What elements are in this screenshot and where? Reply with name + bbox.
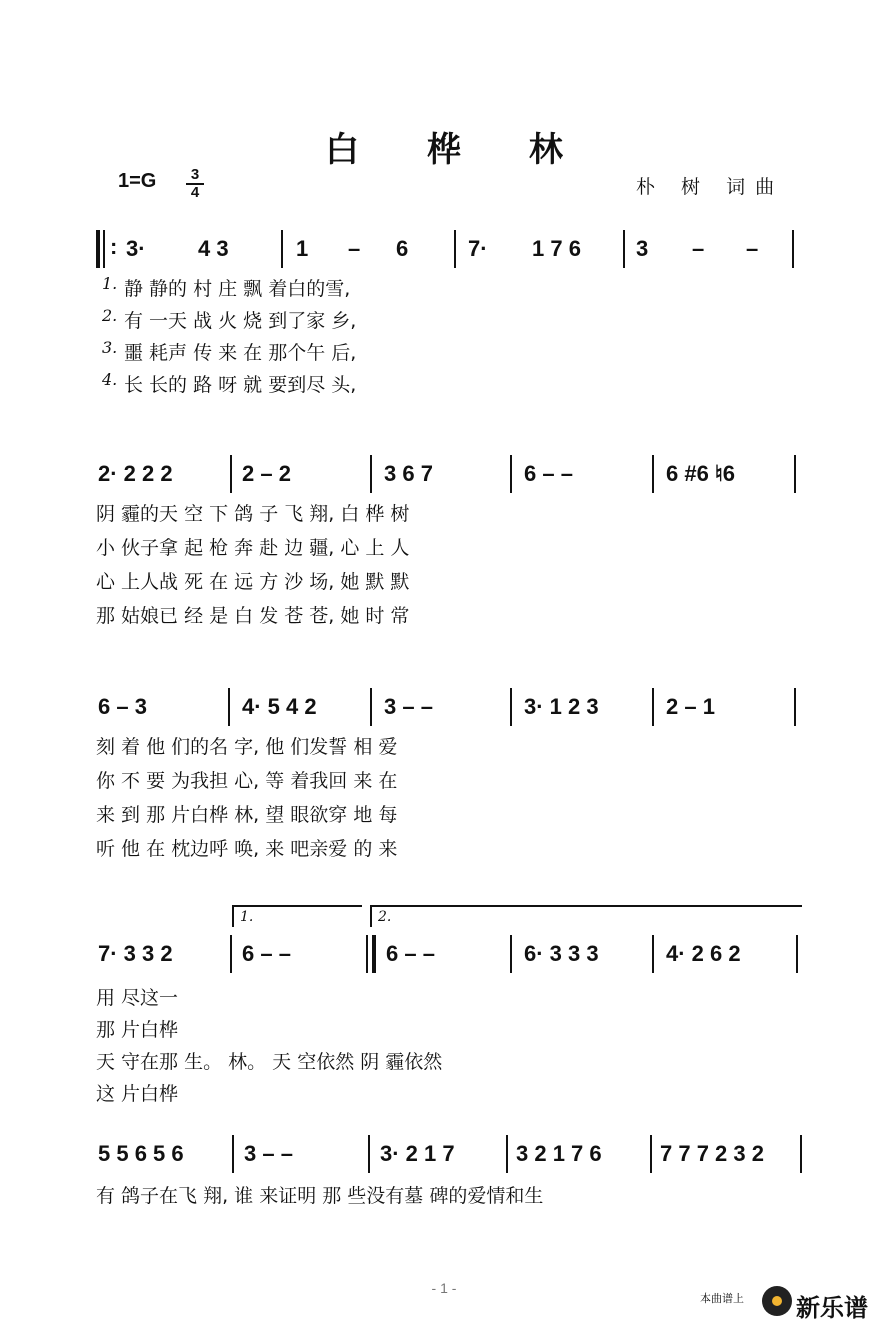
key-signature: 1=G xyxy=(118,170,157,192)
lyric-line: 噩 耗声 传 来 在 那个午 后, xyxy=(124,342,357,364)
song-title: 白 桦 林 xyxy=(325,130,591,170)
lyric-line: 有 鸽子在飞 翔, 谁 来证明 那 些没有墓 碑的爱情和生 xyxy=(96,1185,544,1207)
score-row-5 xyxy=(96,1135,806,1225)
note-group: 2 – 2 xyxy=(242,461,291,486)
note-group: 4· 5 4 2 xyxy=(242,694,317,719)
note-group: – xyxy=(348,236,361,261)
lyric-line: 来 到 那 片白桦 林, 望 眼欲穿 地 每 xyxy=(96,804,398,826)
note-group: 3 2 1 7 6 xyxy=(516,1141,602,1166)
note-group: 6· 3 3 3 xyxy=(524,941,599,966)
note-group: – xyxy=(746,236,759,261)
note-group: 1 xyxy=(296,236,309,261)
lyric-line: 静 静的 村 庄 飘 着白的雪, xyxy=(124,278,351,300)
note-group: 6 – – xyxy=(386,941,435,966)
note-group: 1 7 6 xyxy=(532,236,581,261)
composer-credit: 朴 树 词曲 xyxy=(636,176,785,198)
lyric-line: 用 尽这一 xyxy=(96,987,179,1009)
score-row-2 xyxy=(96,455,806,635)
lyric-line: 天 守在那 生。 林。 天 空依然 阴 霾依然 xyxy=(96,1051,443,1073)
lyric-line: 阴 霾的天 空 下 鸽 子 飞 翔, 白 桦 树 xyxy=(96,503,410,525)
lyric-line: 那 姑娘已 经 是 白 发 苍 苍, 她 时 常 xyxy=(96,605,410,627)
note-group: 6 xyxy=(396,236,409,261)
note-group: 3 6 7 xyxy=(384,461,433,486)
note-group: 3 xyxy=(636,236,649,261)
lyric-line: 小 伙子拿 起 枪 奔 赴 边 疆, 心 上 人 xyxy=(96,537,410,559)
brand-name: 新乐谱 xyxy=(796,1294,868,1322)
time-signature xyxy=(186,168,204,200)
first-ending-bracket: 1. xyxy=(232,905,362,927)
disc-logo-icon xyxy=(762,1286,792,1316)
note-group: 2· 2 2 2 xyxy=(98,461,173,486)
note-group: 3· 2 1 7 xyxy=(380,1141,455,1166)
verse-number: 3. xyxy=(102,338,118,357)
note-group: 2 – 1 xyxy=(666,694,715,719)
second-ending-bracket: 2. xyxy=(370,905,802,927)
verse-number: 2. xyxy=(102,306,118,325)
lyric-line: 心 上人战 死 在 远 方 沙 场, 她 默 默 xyxy=(96,571,410,593)
note-group: 5 5 6 5 6 xyxy=(98,1141,184,1166)
lyric-line: 长 长的 路 呀 就 要到尽 头, xyxy=(124,374,357,396)
note-group: 6 #6 ♮6 xyxy=(666,461,736,486)
note-group: 6 – – xyxy=(524,461,573,486)
note-group: 6 – 3 xyxy=(98,694,147,719)
page-number: - 1 - xyxy=(431,1280,457,1296)
time-top: 3 xyxy=(190,166,200,183)
lyric-line: 听 他 在 枕边呼 唤, 来 吧亲爱 的 来 xyxy=(96,838,398,860)
score-row-3 xyxy=(96,688,806,868)
score-row-4 xyxy=(96,905,806,1105)
brand-caption: 本曲谱上 xyxy=(700,1292,744,1305)
score-row-1 xyxy=(96,230,806,410)
note-group: 3· 1 2 3 xyxy=(524,694,599,719)
verse-number: 4. xyxy=(102,370,118,389)
note-group: – xyxy=(692,236,705,261)
note-group: 7· 3 3 2 xyxy=(98,941,173,966)
time-bottom: 4 xyxy=(190,184,200,201)
note-group: 4 3 xyxy=(198,236,229,261)
verse-number: 1. xyxy=(102,274,118,293)
note-group: 7 7 7 2 3 2 xyxy=(660,1141,764,1166)
note-group: 7· xyxy=(468,236,488,261)
lyric-line: 你 不 要 为我担 心, 等 着我回 来 在 xyxy=(96,770,398,792)
lyric-line: 这 片白桦 xyxy=(96,1083,179,1105)
lyric-line: 有 一天 战 火 烧 到了家 乡, xyxy=(124,310,357,332)
note-group: 3 – – xyxy=(384,694,433,719)
lyric-line: 刻 着 他 们的名 字, 他 们发誓 相 爱 xyxy=(96,736,398,758)
note-group: 3· xyxy=(126,236,146,261)
note-group: 3 – – xyxy=(244,1141,293,1166)
lyric-line: 那 片白桦 xyxy=(96,1019,179,1041)
note-group: 4· 2 6 2 xyxy=(666,941,741,966)
note-group: 6 – – xyxy=(242,941,291,966)
repeat-dots: : xyxy=(110,234,118,259)
